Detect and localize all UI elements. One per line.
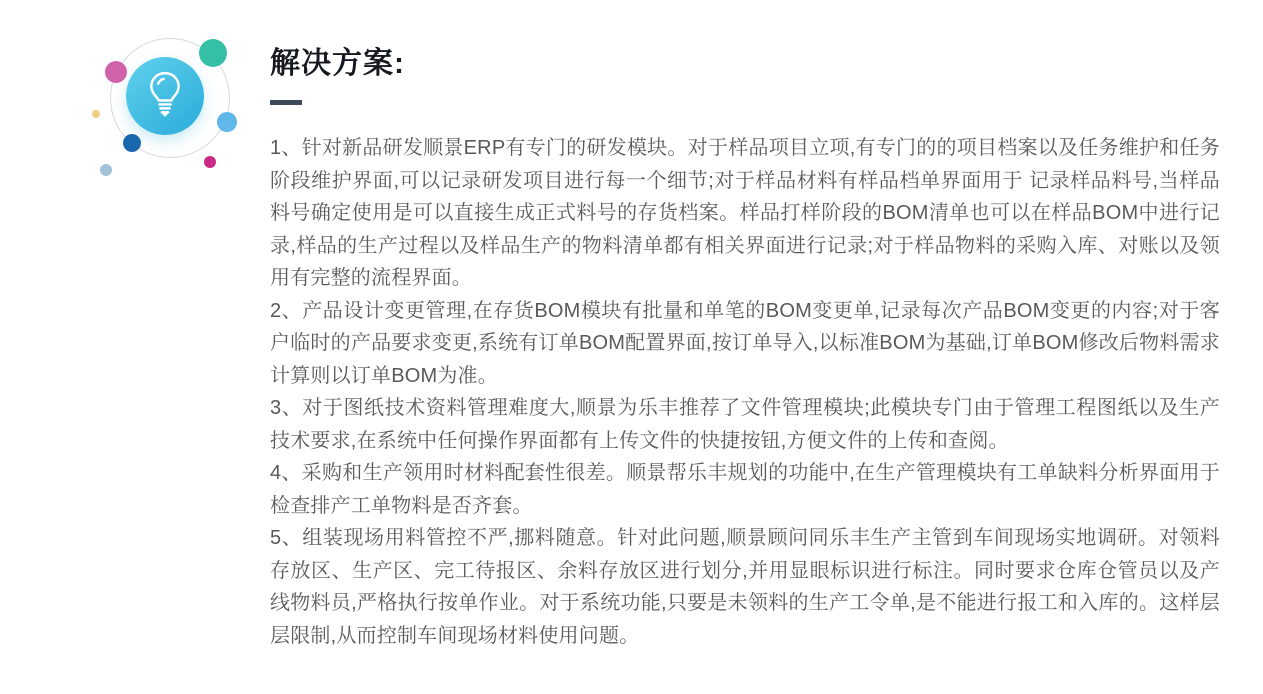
decorative-dot-pink: [105, 61, 127, 83]
solution-paragraph-3: 3、对于图纸技术资料管理难度大,顺景为乐丰推荐了文件管理模块;此模块专门由于管理工程图纸以及生产技术要求,在系统中任何操作界面都有上传文件的快捷按钮,方便文件的上传和查阅。: [270, 397, 1220, 452]
bulb-circle: [126, 57, 204, 135]
page-title: 解决方案:: [270, 47, 405, 80]
decorative-dot-magenta: [204, 156, 216, 168]
decorative-dot-lightblue: [217, 112, 237, 132]
lightbulb-icon: [142, 68, 188, 125]
solution-paragraph-2: 2、产品设计变更管理,在存货BOM模块有批量和单笔的BOM变更单,记录每次产品BOM变更的内容;对于客户临时的产品要求变更,系统有订单BOM配置界面,按订单导入,以标准BOM为基础,订单BOM修改后物料需求计算则以订单BOM为准。: [270, 299, 1220, 387]
title-accent-bar: [270, 100, 302, 105]
decorative-dot-grayblue: [100, 164, 112, 176]
solution-paragraphs: [270, 132, 1220, 652]
solution-paragraph-1: 1、针对新品研发顺景ERP有专门的研发模块。对于样品项目立项,有专门的的项目档案以及任务维护和任务阶段维护界面,可以记录研发项目进行每一个细节;对于样品材料有样品档单界面用于 记录样品料号,当样品料号确定使用是可以直接生成正式料号的存货档案。样品打样阶段的BOM清单也可以在样品BOM中进行记录,样品的生产过程以及样品生产的物料清单都有相关界面进行记录;对于样品物料的采购入库、对账以及领用有完整的流程界面。: [270, 137, 1220, 289]
decorative-dot-teal: [199, 39, 227, 67]
solution-section: [270, 44, 1220, 652]
lightbulb-illustration: [88, 28, 248, 198]
decorative-dot-yellow: [92, 110, 100, 118]
solution-paragraph-5: 5、组装现场用料管控不严,挪料随意。针对此问题,顺景顾问同乐丰生产主管到车间现场实地调研。对领料存放区、生产区、完工待报区、余料存放区进行划分,并用显眼标识进行标注。同时要求仓库仓管员以及产线物料员,严格执行按单作业。对于系统功能,只要是未领料的生产工令单,是不能进行报工和入库的。这样层层限制,从而控制车间现场材料使用问题。: [270, 527, 1220, 647]
decorative-dot-darkblue: [123, 134, 141, 152]
solution-paragraph-4: 4、采购和生产领用时材料配套性很差。顺景帮乐丰规划的功能中,在生产管理模块有工单缺料分析界面用于检查排产工单物料是否齐套。: [270, 462, 1220, 517]
